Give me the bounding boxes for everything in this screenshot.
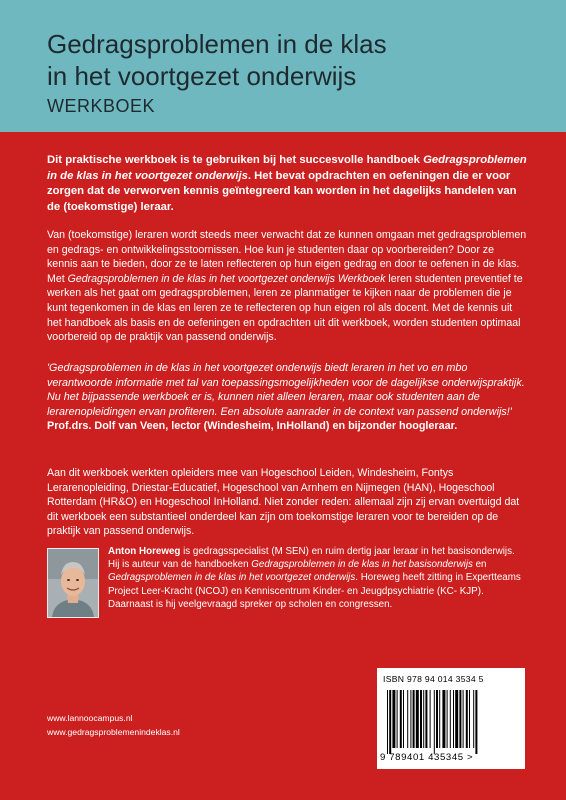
p1-text-2: leren studenten preventief te werken als het gaat om gedragsproblemen, leren ze planmatiger te kijken naar de problemen die je kunt tegenkomen in de klas en leren ze te reflecteren op hun eigen rol als docent. Met de kennis uit het handboek als basis en de oefeningen en opdrachten uit dit werkboek, worden studenten optimaal voorbereid op de praktijk van passend onderwijs. bbox=[47, 272, 523, 344]
quote-attribution: Prof.drs. Dolf van Veen, lector (Windesheim, InHolland) en bijzonder hoogleraar. bbox=[47, 420, 458, 433]
isbn-label: ISBN 978 94 014 3534 5 bbox=[383, 674, 484, 684]
bio-text-2: en bbox=[472, 559, 487, 571]
intro-text-2: . Het bevat opdrachten en oefeningen die er voor zorgen dat de verworven kennis geïntegreerd kan worden in het dagelijks handelen van de (toekomstige) leraar. bbox=[47, 169, 517, 213]
bio-text-3: . Horeweg heeft zitting in Expertteams Project Leer-Kracht (NCOJ) en Kenniscentrum Kinder- en Jeugdpsychiatrie (KC- KJP). Daarnaast is hij veelgevraagd spreker op scholen en congressen. bbox=[108, 572, 521, 610]
bio-book-2: Gedragsproblemen in de klas in het voortgezet onderwijs bbox=[108, 572, 356, 584]
endorsement-quote bbox=[47, 361, 527, 434]
website-links bbox=[47, 711, 247, 739]
intro-book-title: Gedragsproblemen in de klas in het voortgezet onderwijs bbox=[47, 154, 527, 182]
isbn-barcode-box bbox=[377, 668, 525, 769]
title-line-2: in het voortgezet onderwijs bbox=[47, 61, 357, 91]
p1-text-1: Van (toekomstige) leraren wordt steeds meer verwacht dat ze kunnen omgaan met gedragsproblemen en gedrags- en ontwikkelingsstoornissen. Hoe kun je studenten daar op voorbereiden? Door ze kennis aan te bieden, door ze te laten reflecteren op hun eigen gedrag en door te oefenen in de klas. Met bbox=[47, 229, 527, 285]
bio-book-1: Gedragsproblemen in de klas in het basisonderwijs bbox=[251, 559, 473, 571]
book-subtitle: WERKBOEK bbox=[47, 96, 156, 116]
barcode-digits: 9 789401 435345 > bbox=[380, 752, 474, 763]
p1-book-title: Gedragsproblemen in de klas in het voortgezet onderwijs Werkboek bbox=[67, 272, 386, 285]
author-bio bbox=[108, 545, 526, 611]
header-band bbox=[0, 0, 566, 132]
author-name: Anton Horeweg bbox=[108, 546, 181, 557]
barcode-icon bbox=[387, 690, 515, 754]
book-title bbox=[47, 28, 387, 92]
link-gedragsproblemen[interactable]: www.gedragsproblemenindeklas.nl bbox=[47, 727, 180, 738]
link-lannoocampus[interactable]: www.lannoocampus.nl bbox=[47, 713, 133, 723]
body-paragraph-3: Aan dit werkboek werkten opleiders mee van Hogeschool Leiden, Windesheim, Fontys Lerarenopleiding, Driestar-Educatief, Hogeschool van Arnhem en Nijmegen (HAN), Hogeschool Rotterdam (HR&O) en Hogeschool InHolland. Niet zonder reden: allemaal zijn zij ervan overtuigd dat dit werkboek een substantieel onderdeel kan zijn om toekomstige leraren voor te bereiden op de praktijk van passend onderwijs. bbox=[47, 467, 520, 538]
body-paragraph-1 bbox=[47, 228, 527, 345]
intro-paragraph bbox=[47, 153, 527, 215]
quote-text: 'Gedragsproblemen in de klas in het voortgezet onderwijs biedt leraren in het vo en mbo verantwoorde informatie met tal van toepassingsmogelijkheden voor de dagelijkse onderwijspraktijk. Nu het bijpassende werkboek er is, kunnen niet alleen leraren, maar ook studenten aan de lerarenopleidingen ervan profiteren. Een absolute aanrader in de context van passend onderwijs!' bbox=[47, 362, 525, 418]
bio-text-1: is gedragsspecialist (M SEN) en ruim dertig jaar leraar in het basisonderwijs. Hij is auteur van de handboeken bbox=[108, 546, 515, 571]
author-photo bbox=[47, 548, 99, 618]
title-line-1: Gedragsproblemen in de klas bbox=[47, 29, 387, 59]
intro-text-1: Dit praktische werkboek is te gebruiken bij het succesvolle handboek bbox=[47, 154, 424, 166]
author-section bbox=[47, 545, 527, 655]
